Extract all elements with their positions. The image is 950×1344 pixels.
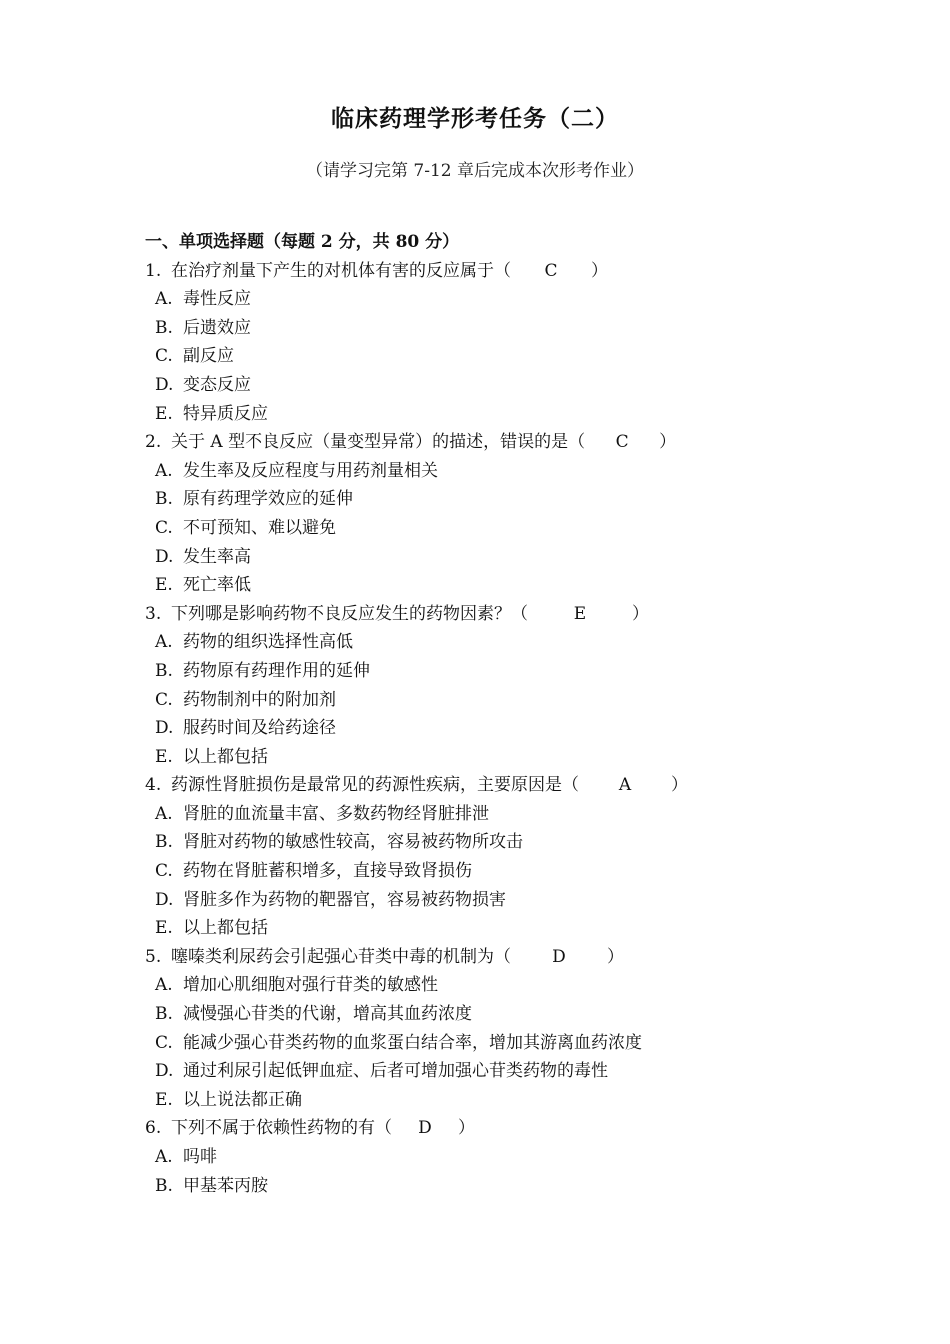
question-stem [145,771,845,800]
option-text: 原有药理学效应的延伸 [183,489,353,510]
option-text: 以上都包括 [183,746,268,767]
option-b [145,1000,845,1029]
option-text: 肾脏的血流量丰富、多数药物经肾脏排泄 [183,803,489,824]
question-answer: D [418,1118,432,1139]
option-text: 副反应 [183,346,234,367]
closing-paren: ） [591,260,608,281]
option-letter: C. [155,1032,173,1053]
option-text: 减慢强心苷类的代谢，增高其血药浓度 [183,1004,472,1025]
option-d [145,1057,845,1086]
option-b [145,485,845,514]
question-answer: D [552,946,566,967]
option-letter: E. [155,1089,173,1110]
question-4 [145,771,845,943]
option-letter: C. [155,861,173,882]
question-answer: E [573,603,587,624]
section-heading: 一、单项选择题（每题 2 分，共 80 分） [145,232,460,252]
option-c [145,686,845,715]
option-letter: A. [155,1147,173,1167]
option-letter: C. [155,346,173,367]
option-letter: A. [155,632,173,653]
option-letter: A. [155,289,173,310]
option-e [145,571,845,600]
option-a [145,457,845,486]
option-d [145,714,845,743]
option-letter: E. [155,918,173,939]
question-stem [145,1114,845,1143]
question-stem [145,428,845,457]
option-text: 吗啡 [183,1147,217,1167]
option-letter: B. [155,489,173,510]
option-e [145,914,845,943]
question-text: 下列哪是影响药物不良反应发生的药物因素？（ [171,603,528,624]
question-3 [145,600,845,772]
question-number: 3. [145,603,162,624]
question-answer: A [618,775,632,796]
option-letter: D. [155,374,174,395]
closing-paren: ） [632,603,649,624]
closing-paren: ） [458,1118,475,1139]
option-e [145,400,845,429]
document-subtitle: （请学习完第 7-12 章后完成本次形考作业） [306,161,644,181]
closing-paren: ） [607,946,624,967]
option-letter: A. [155,460,173,481]
option-e [145,1086,845,1115]
option-letter: C. [155,517,173,538]
question-number: 1. [145,260,162,281]
question-number: 5. [145,946,162,967]
option-text: 肾脏多作为药物的靶器官，容易被药物损害 [183,889,506,910]
question-answer: C [544,260,558,281]
option-letter: C. [155,689,173,710]
option-a [145,1143,845,1172]
option-text: 不可预知、难以避免 [183,517,336,538]
option-c [145,1029,845,1058]
question-1 [145,257,845,429]
option-b [145,828,845,857]
question-number: 2. [145,432,162,453]
option-c [145,342,845,371]
option-letter: D. [155,718,174,739]
option-a [145,800,845,829]
option-text: 死亡率低 [183,575,251,596]
question-text: 噻嗪类利尿药会引起强心苷类中毒的机制为（ [171,946,511,967]
option-b [145,314,845,343]
question-stem [145,600,845,629]
option-c [145,857,845,886]
option-letter: E. [155,575,173,596]
question-2 [145,428,845,600]
option-b [145,657,845,686]
option-text: 特异质反应 [183,403,268,424]
option-text: 药物的组织选择性高低 [183,632,353,653]
option-text: 发生率高 [183,546,251,567]
option-b [145,1172,845,1201]
document-title: 临床药理学形考任务（二） [331,105,619,132]
option-letter: E. [155,746,173,767]
option-text: 药物制剂中的附加剂 [183,689,336,710]
option-text: 服药时间及给药途径 [183,718,336,739]
option-letter: B. [155,660,173,681]
option-d [145,371,845,400]
option-letter: B. [155,317,173,338]
option-text: 发生率及反应程度与用药剂量相关 [183,460,438,481]
option-letter: E. [155,403,173,424]
document-body [145,228,845,1200]
question-number: 6. [145,1118,162,1139]
option-text: 后遗效应 [183,317,251,338]
question-number: 4. [145,775,162,796]
question-5 [145,943,845,1115]
question-stem [145,257,845,286]
option-letter: B. [155,1004,173,1025]
option-d [145,886,845,915]
option-text: 增加心肌细胞对强行苷类的敏感性 [183,975,438,996]
option-c [145,514,845,543]
question-6 [145,1114,845,1200]
question-stem [145,943,845,972]
closing-paren: ） [671,775,688,796]
option-text: 能减少强心苷类药物的血浆蛋白结合率，增加其游离血药浓度 [183,1032,642,1053]
option-letter: B. [155,832,173,853]
option-text: 以上都包括 [183,918,268,939]
question-text: 在治疗剂量下产生的对机体有害的反应属于（ [171,260,511,281]
option-a [145,971,845,1000]
option-letter: D. [155,1061,174,1082]
question-answer: C [615,432,629,453]
option-text: 甲基苯丙胺 [183,1175,268,1196]
option-text: 药物在肾脏蓄积增多，直接导致肾损伤 [183,861,472,882]
option-text: 药物原有药理作用的延伸 [183,660,370,681]
option-a [145,628,845,657]
option-text: 毒性反应 [183,289,251,310]
option-text: 通过利尿引起低钾血症、后者可增加强心苷类药物的毒性 [183,1061,608,1082]
option-letter: A. [155,975,173,996]
option-letter: B. [155,1175,173,1196]
question-text: 关于 A 型不良反应（量变型异常）的描述，错误的是（ [171,432,586,453]
closing-paren: ） [659,432,677,453]
question-text: 下列不属于依赖性药物的有（ [171,1118,392,1139]
option-text: 肾脏对药物的敏感性较高，容易被药物所攻击 [183,832,523,853]
option-a [145,285,845,314]
option-letter: A. [155,803,173,824]
option-d [145,543,845,572]
option-letter: D. [155,889,174,910]
option-letter: D. [155,546,174,567]
option-text: 变态反应 [183,374,251,395]
option-text: 以上说法都正确 [183,1089,302,1110]
option-e [145,743,845,772]
question-text: 药源性肾脏损伤是最常见的药源性疾病，主要原因是（ [171,775,579,796]
